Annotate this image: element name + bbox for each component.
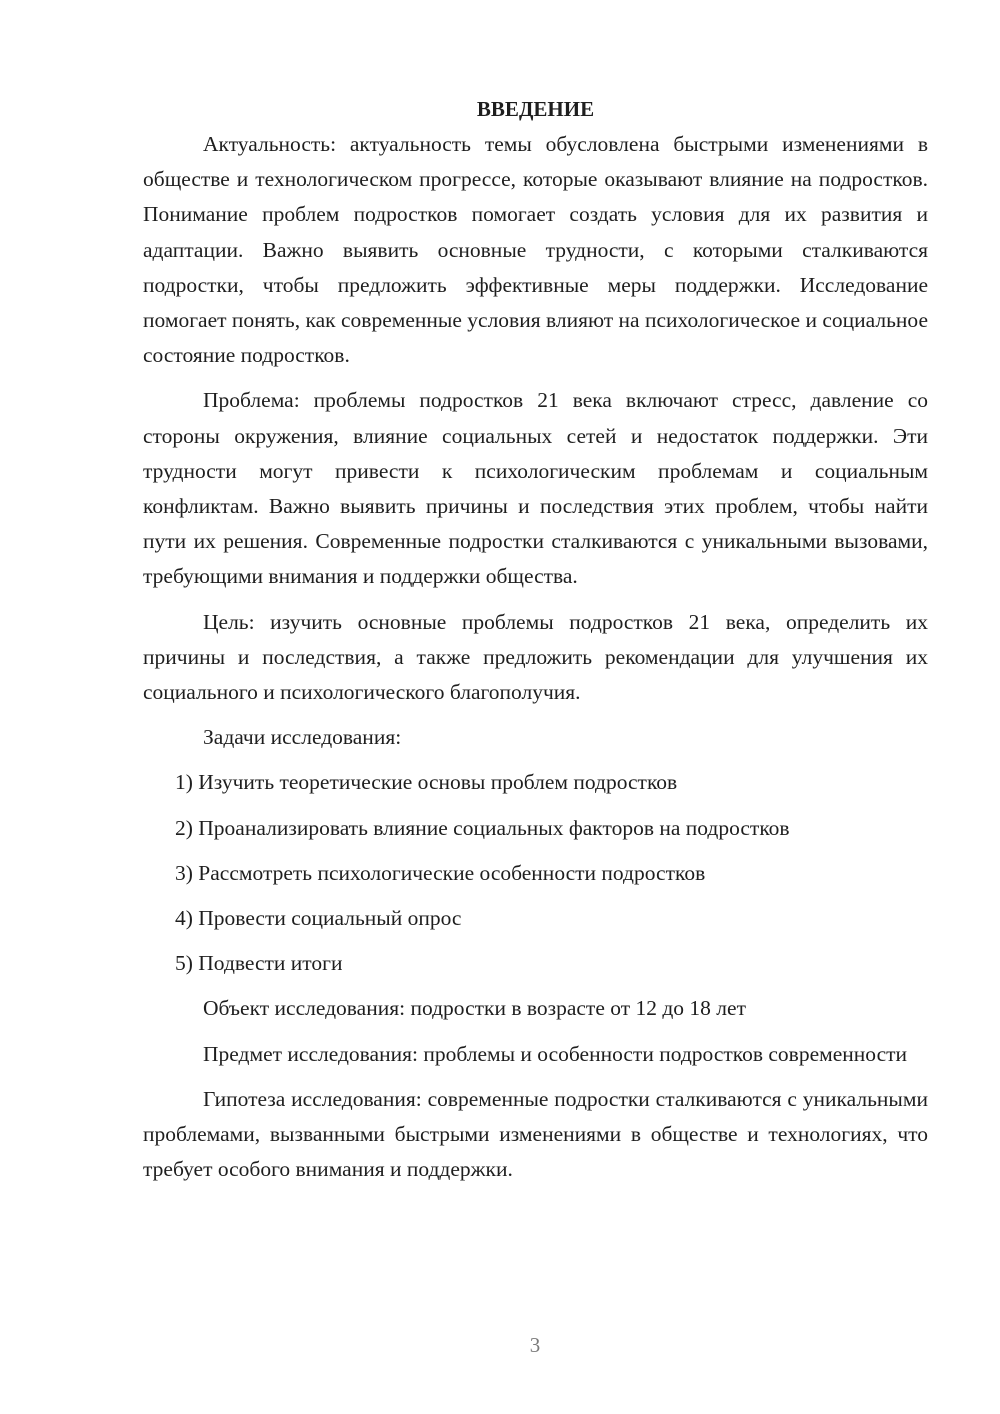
tasks-heading: Задачи исследования: bbox=[203, 725, 402, 750]
tasks-list bbox=[143, 765, 928, 981]
page-number: 3 bbox=[529, 1333, 541, 1357]
document-page bbox=[143, 92, 928, 1187]
paragraph-problem: Проблема: проблемы подростков 21 века включают стресс, давление со стороны окружения, влияние социальных сетей и недостаток поддержки. Эти трудности могут привести к психологическим проблемам и социальным конфликтам. Важно выявить причины и последствия этих проблем, чтобы найти пути их решения. Современные подростки сталкиваются с уникальными вызовами, требующими внимания и поддержки общества. bbox=[143, 388, 928, 589]
paragraph-subject: Предмет исследования: проблемы и особенности подростков современности bbox=[203, 1041, 908, 1066]
list-item: 3) Рассмотреть психологические особенности подростков bbox=[175, 860, 706, 885]
paragraph-object: Объект исследования: подростки в возрасте от 12 до 18 лет bbox=[203, 996, 746, 1021]
section-title: ВВЕДЕНИЕ bbox=[476, 97, 595, 121]
list-item: 5) Подвести итоги bbox=[175, 951, 343, 976]
paragraph-goal: Цель: изучить основные проблемы подростков 21 века, определить их причины и последствия, а также предложить рекомендации для улучшения их социального и психологического благополучия. bbox=[143, 609, 928, 705]
list-item: 1) Изучить теоретические основы проблем подростков bbox=[175, 770, 678, 795]
paragraph-hypothesis: Гипотеза исследования: современные подростки сталкиваются с уникальными проблемами, вызванными быстрыми изменениями в обществе и технологиях, что требует особого внимания и поддержки. bbox=[143, 1086, 928, 1182]
paragraph-relevance: Актуальность: актуальность темы обусловлена быстрыми изменениями в обществе и технологическом прогрессе, которые оказывают влияние на подростков. Понимание проблем подростков помогает создать условия для их развития и адаптации. Важно выявить основные трудности, с которыми сталкиваются подростки, чтобы предложить эффективные меры поддержки. Исследование помогает понять, как современные условия влияют на психологическое и социальное состояние подростков. bbox=[143, 132, 928, 368]
list-item: 4) Провести социальный опрос bbox=[175, 906, 462, 931]
list-item: 2) Проанализировать влияние социальных факторов на подростков bbox=[175, 815, 790, 840]
